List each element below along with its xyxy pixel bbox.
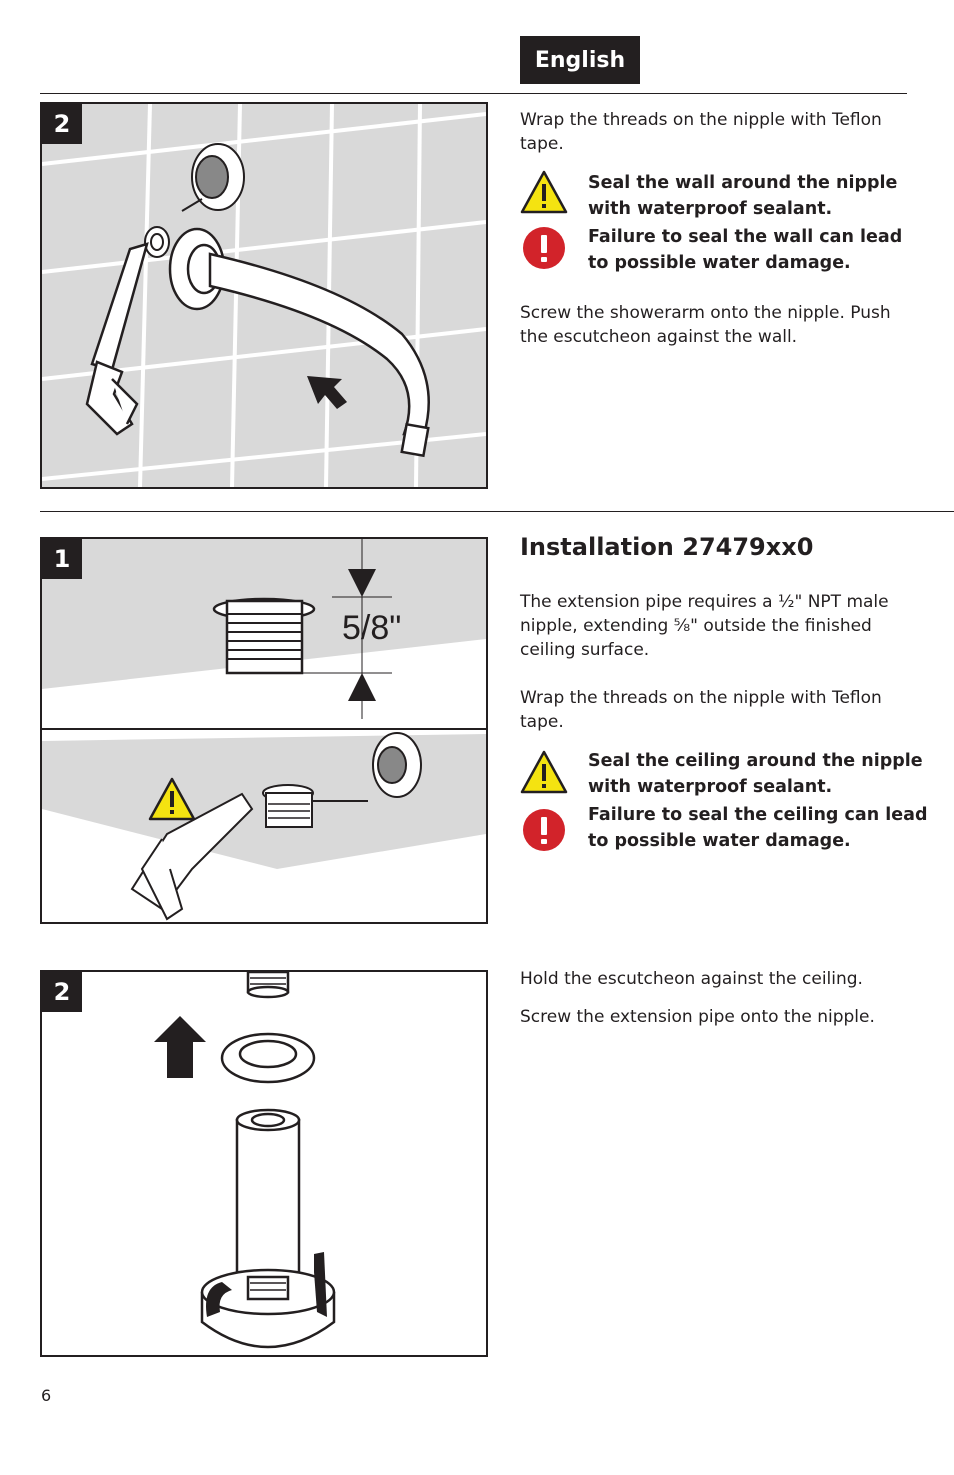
step-number-badge: 2 — [42, 972, 82, 1012]
wall-instruction-1: Wrap the threads on the nipple with Teflon tape. — [520, 110, 882, 154]
wall-instruction-2: Screw the showerarm onto the nipple. Push the escutcheon against the wall. — [520, 303, 891, 347]
wall-illustration-panel — [40, 102, 488, 489]
ceiling-warning-seal: Seal the ceiling around the nipple with waterproof sealant. — [588, 751, 923, 797]
ceiling-instruction-1: The extension pipe requires a ½" NPT male nipple, extending ⅝" outside the finished ceiling surface. — [520, 592, 889, 660]
step-number-badge: 1 — [42, 539, 82, 579]
warning-triangle-icon — [520, 750, 568, 794]
dimension-label: 5/8" — [342, 609, 402, 647]
ceiling-step2-illustration — [42, 972, 486, 1355]
danger-exclamation-icon — [522, 808, 566, 852]
wall-illustration — [42, 104, 486, 487]
ceiling-warning-damage: Failure to seal the ceiling can lead to possible water damage. — [588, 805, 928, 851]
step-number-badge: 2 — [42, 104, 82, 144]
section-title: Installation 27479xx0 — [520, 533, 814, 561]
language-badge: English — [520, 36, 640, 84]
arrow-icon — [154, 1016, 206, 1078]
ceiling-step1-illustration — [42, 539, 486, 922]
ceiling-step1-panel — [40, 537, 488, 924]
warning-triangle-icon — [520, 170, 568, 214]
ceiling-instruction-4: Screw the extension pipe onto the nipple. — [520, 1007, 875, 1027]
wall-warning-seal: Seal the wall around the nipple with waterproof sealant. — [588, 173, 898, 219]
danger-exclamation-icon — [522, 226, 566, 270]
ceiling-instruction-2: Wrap the threads on the nipple with Teflon tape. — [520, 688, 882, 732]
header-rule — [40, 93, 907, 94]
wall-warning-damage: Failure to seal the wall can lead to possible water damage. — [588, 227, 903, 273]
ceiling-instruction-3: Hold the escutcheon against the ceiling. — [520, 969, 863, 989]
section-divider — [40, 511, 954, 512]
ceiling-step2-panel — [40, 970, 488, 1357]
page-number: 6 — [41, 1386, 52, 1405]
